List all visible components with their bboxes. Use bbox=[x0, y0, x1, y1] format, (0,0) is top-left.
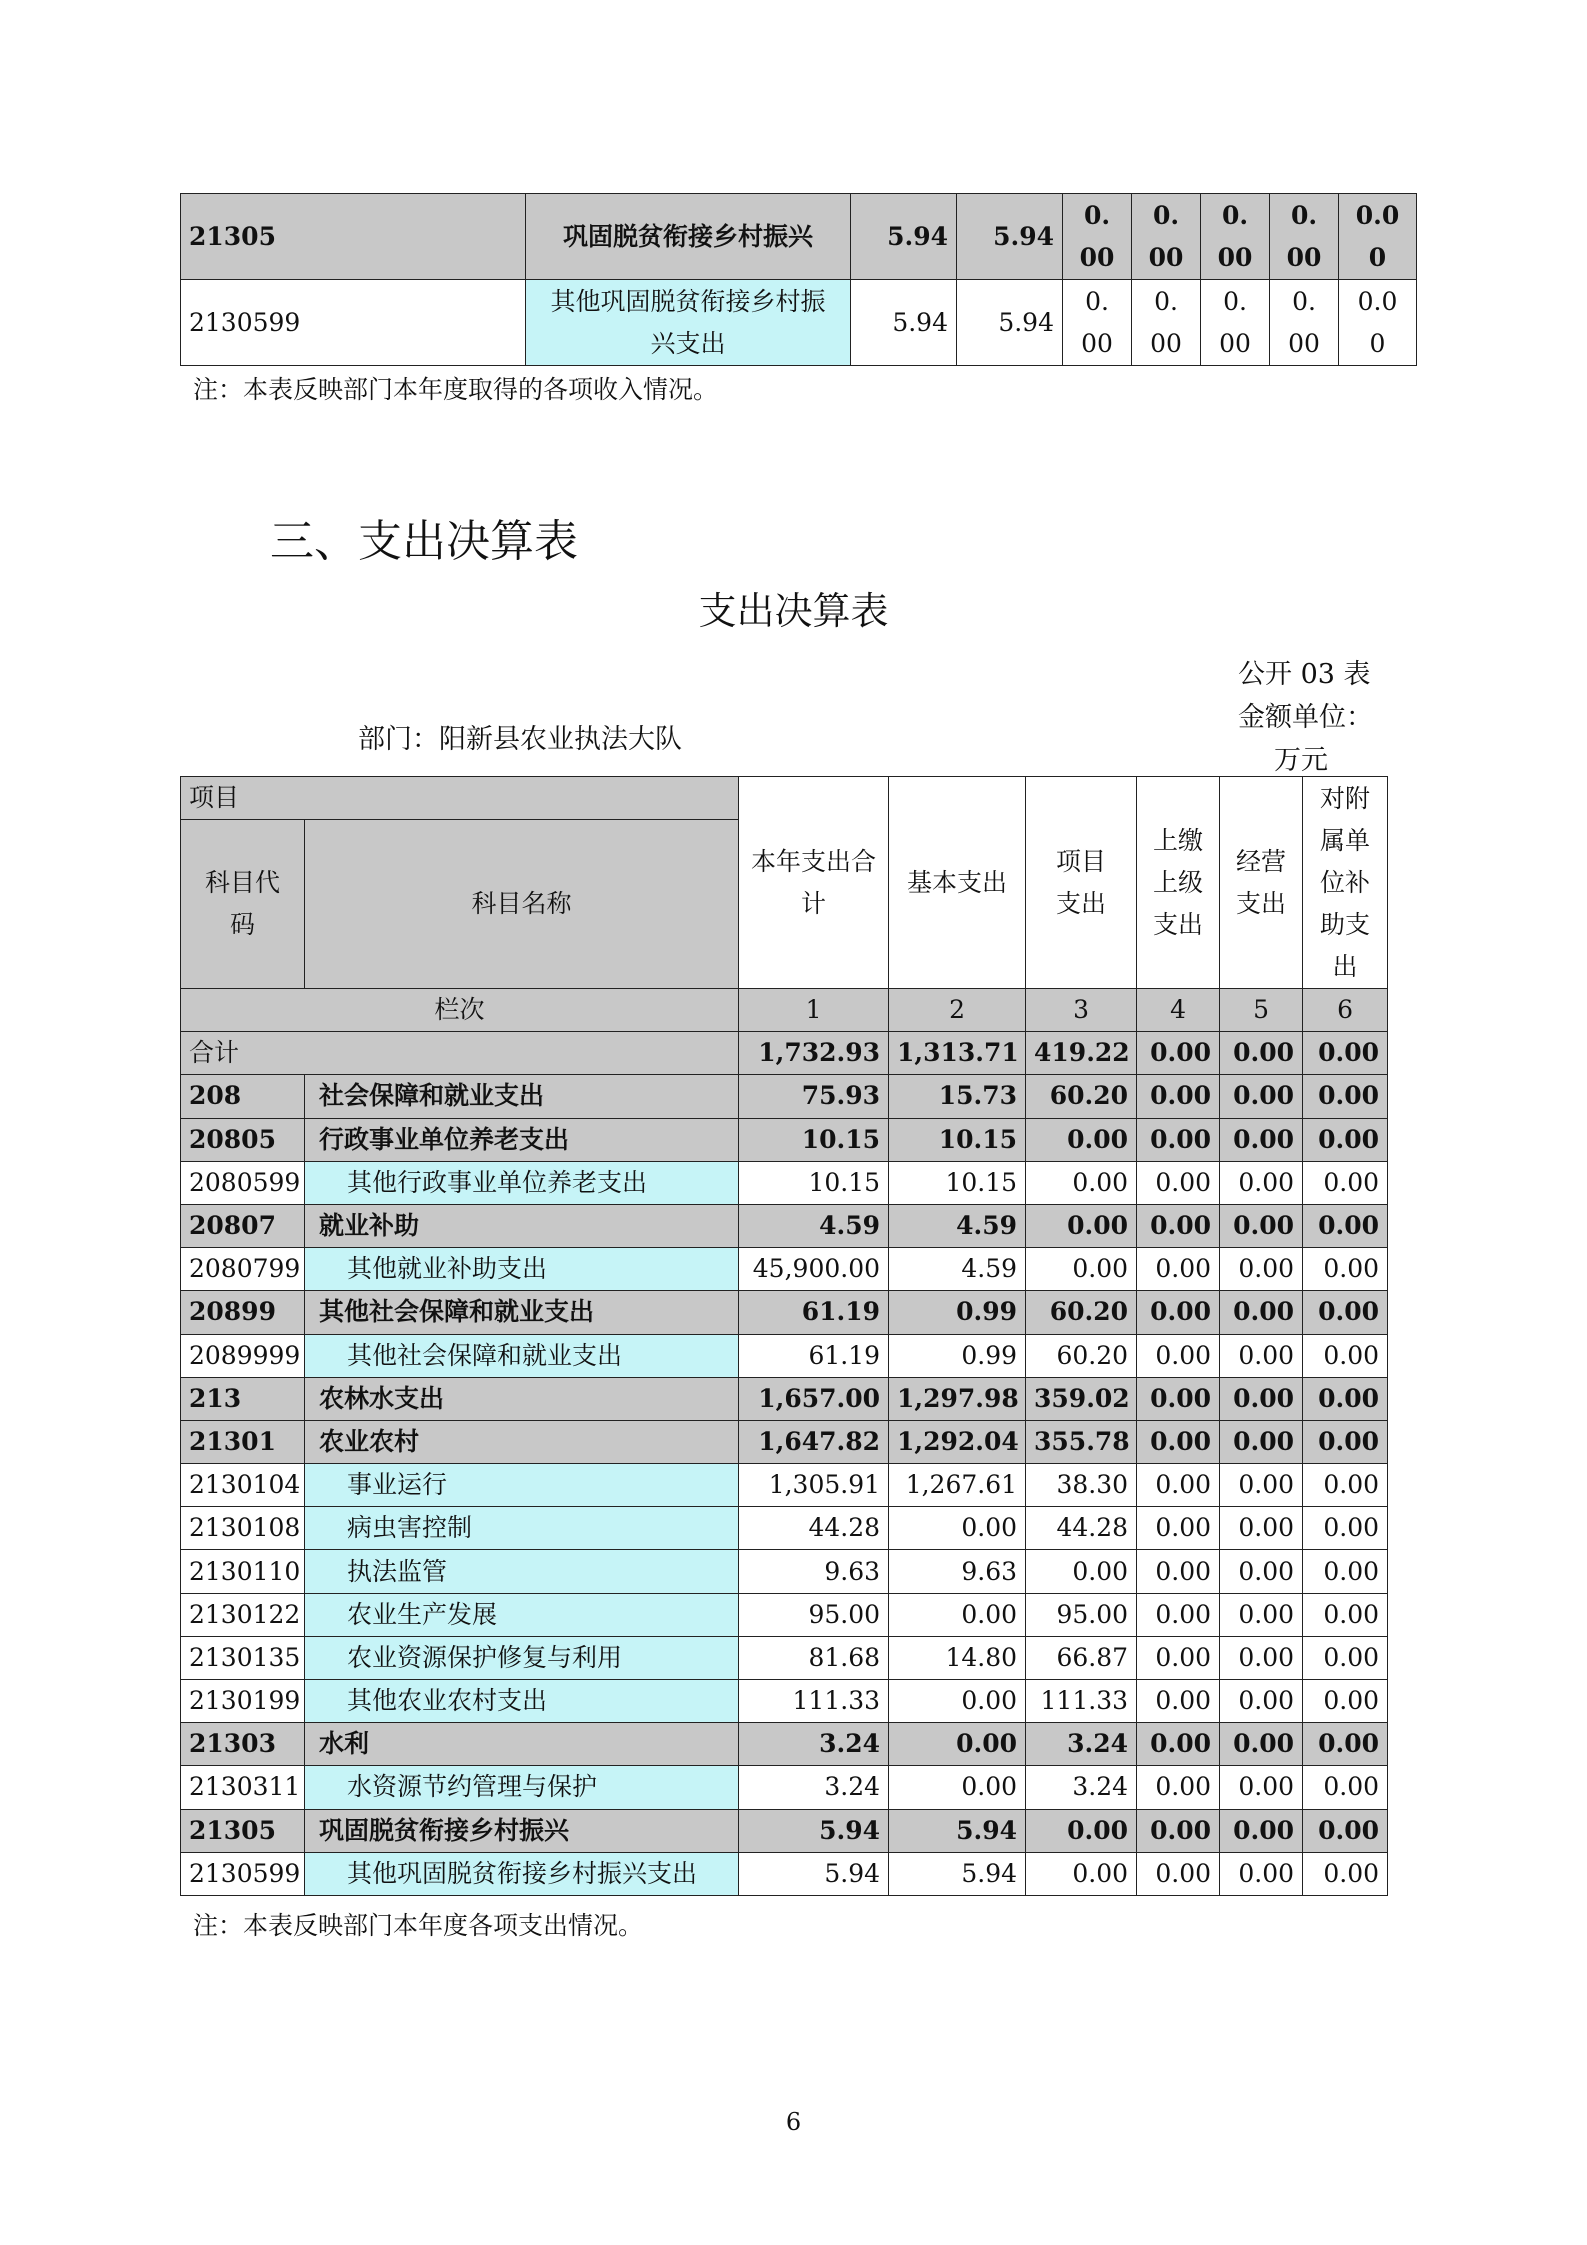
row-upper: 0.00 bbox=[1137, 1723, 1220, 1766]
row-project: 3.24 bbox=[1026, 1766, 1137, 1809]
table-row bbox=[181, 1291, 1388, 1334]
row-upper: 0.00 bbox=[1137, 1334, 1220, 1377]
row-code: 2130599 bbox=[181, 1852, 305, 1895]
table-row bbox=[181, 1420, 1388, 1463]
total-business: 0.00 bbox=[1220, 1032, 1303, 1075]
row-project: 359.02 bbox=[1026, 1377, 1137, 1420]
row-project: 38.30 bbox=[1026, 1464, 1137, 1507]
row-upper: 0.00 bbox=[1137, 1248, 1220, 1291]
row-subsidy: 0.00 bbox=[1303, 1377, 1388, 1420]
row-subsidy: 0.00 bbox=[1303, 1420, 1388, 1463]
row-code: 213 bbox=[181, 1377, 305, 1420]
row-fiscal: 5.94 bbox=[957, 280, 1063, 366]
row-c6: 0. 00 bbox=[1270, 280, 1339, 366]
column-number: 6 bbox=[1303, 989, 1388, 1032]
row-business: 0.00 bbox=[1220, 1507, 1303, 1550]
expenditure-table bbox=[180, 776, 1388, 1896]
table-row bbox=[181, 1204, 1388, 1247]
row-code: 2130199 bbox=[181, 1680, 305, 1723]
row-business: 0.00 bbox=[1220, 1248, 1303, 1291]
row-name: 农业资源保护修复与利用 bbox=[305, 1636, 739, 1679]
row-project: 66.87 bbox=[1026, 1636, 1137, 1679]
row-total: 4.59 bbox=[739, 1204, 889, 1247]
header-project: 项目支出 bbox=[1026, 777, 1137, 989]
row-code: 2130599 bbox=[181, 280, 526, 366]
row-total: 5.94 bbox=[851, 280, 957, 366]
row-subsidy: 0.00 bbox=[1303, 1507, 1388, 1550]
row-project: 60.20 bbox=[1026, 1075, 1137, 1118]
table-row bbox=[181, 1334, 1388, 1377]
table-row bbox=[181, 1507, 1388, 1550]
row-subsidy: 0.00 bbox=[1303, 1723, 1388, 1766]
row-subsidy: 0.00 bbox=[1303, 1161, 1388, 1204]
row-basic: 5.94 bbox=[889, 1852, 1026, 1895]
row-name: 其他就业补助支出 bbox=[305, 1248, 739, 1291]
row-project: 0.00 bbox=[1026, 1248, 1137, 1291]
row-upper: 0.00 bbox=[1137, 1636, 1220, 1679]
row-basic: 5.94 bbox=[889, 1809, 1026, 1852]
table-row bbox=[181, 1550, 1388, 1593]
row-upper: 0.00 bbox=[1137, 1464, 1220, 1507]
table-row bbox=[181, 1593, 1388, 1636]
row-c7: 0.0 0 bbox=[1339, 194, 1417, 280]
row-code: 2130135 bbox=[181, 1636, 305, 1679]
row-upper: 0.00 bbox=[1137, 1550, 1220, 1593]
row-code: 2080599 bbox=[181, 1161, 305, 1204]
table-row bbox=[181, 1852, 1388, 1895]
row-code: 21301 bbox=[181, 1420, 305, 1463]
table-row bbox=[181, 1464, 1388, 1507]
row-total: 45,900.00 bbox=[739, 1248, 889, 1291]
header-basic: 基本支出 bbox=[889, 777, 1026, 989]
row-project: 60.20 bbox=[1026, 1291, 1137, 1334]
row-total: 61.19 bbox=[739, 1334, 889, 1377]
row-code: 21305 bbox=[181, 1809, 305, 1852]
row-total: 3.24 bbox=[739, 1766, 889, 1809]
row-code: 20899 bbox=[181, 1291, 305, 1334]
row-code: 20805 bbox=[181, 1118, 305, 1161]
row-basic: 10.15 bbox=[889, 1161, 1026, 1204]
row-project: 3.24 bbox=[1026, 1723, 1137, 1766]
row-total: 3.24 bbox=[739, 1723, 889, 1766]
row-total: 9.63 bbox=[739, 1550, 889, 1593]
row-upper: 0.00 bbox=[1137, 1852, 1220, 1895]
row-upper: 0.00 bbox=[1137, 1420, 1220, 1463]
row-name: 农林水支出 bbox=[305, 1377, 739, 1420]
unit-value: 万元 bbox=[1274, 745, 1328, 776]
row-total: 10.15 bbox=[739, 1161, 889, 1204]
table-title: 支出决算表 bbox=[698, 589, 889, 633]
row-name: 农业生产发展 bbox=[305, 1593, 739, 1636]
column-number: 2 bbox=[889, 989, 1026, 1032]
row-subsidy: 0.00 bbox=[1303, 1291, 1388, 1334]
header-column-order: 栏次 bbox=[181, 989, 739, 1032]
row-upper: 0.00 bbox=[1137, 1766, 1220, 1809]
table-row bbox=[181, 1766, 1388, 1809]
row-name: 其他社会保障和就业支出 bbox=[305, 1291, 739, 1334]
page-number: 6 bbox=[785, 2108, 802, 2136]
table-row bbox=[181, 280, 1417, 366]
row-code: 2080799 bbox=[181, 1248, 305, 1291]
income-table-body bbox=[181, 194, 1417, 366]
row-project: 0.00 bbox=[1026, 1852, 1137, 1895]
row-upper: 0.00 bbox=[1137, 1118, 1220, 1161]
row-business: 0.00 bbox=[1220, 1593, 1303, 1636]
row-name: 行政事业单位养老支出 bbox=[305, 1118, 739, 1161]
row-upper: 0.00 bbox=[1137, 1680, 1220, 1723]
row-name: 巩固脱贫衔接乡村振兴 bbox=[526, 194, 851, 280]
row-business: 0.00 bbox=[1220, 1118, 1303, 1161]
row-basic: 1,292.04 bbox=[889, 1420, 1026, 1463]
row-business: 0.00 bbox=[1220, 1550, 1303, 1593]
row-basic: 0.00 bbox=[889, 1723, 1026, 1766]
row-name: 水利 bbox=[305, 1723, 739, 1766]
department-label: 部门：阳新县农业执法大队 bbox=[358, 724, 682, 755]
section-heading: 三、支出决算表 bbox=[270, 516, 578, 567]
row-total: 1,647.82 bbox=[739, 1420, 889, 1463]
row-business: 0.00 bbox=[1220, 1075, 1303, 1118]
table-row bbox=[181, 1636, 1388, 1679]
row-name: 其他行政事业单位养老支出 bbox=[305, 1161, 739, 1204]
row-project: 0.00 bbox=[1026, 1204, 1137, 1247]
row-code: 2130311 bbox=[181, 1766, 305, 1809]
row-project: 44.28 bbox=[1026, 1507, 1137, 1550]
row-upper: 0.00 bbox=[1137, 1204, 1220, 1247]
row-c6: 0. 00 bbox=[1270, 194, 1339, 280]
row-project: 0.00 bbox=[1026, 1550, 1137, 1593]
row-c3: 0. 00 bbox=[1063, 194, 1132, 280]
row-total: 5.94 bbox=[739, 1852, 889, 1895]
row-total: 111.33 bbox=[739, 1680, 889, 1723]
income-table-tail bbox=[180, 193, 1417, 366]
table-row bbox=[181, 194, 1417, 280]
row-basic: 9.63 bbox=[889, 1550, 1026, 1593]
row-total: 5.94 bbox=[851, 194, 957, 280]
row-business: 0.00 bbox=[1220, 1464, 1303, 1507]
row-total: 61.19 bbox=[739, 1291, 889, 1334]
row-total: 95.00 bbox=[739, 1593, 889, 1636]
row-subsidy: 0.00 bbox=[1303, 1852, 1388, 1895]
row-upper: 0.00 bbox=[1137, 1291, 1220, 1334]
row-c3: 0. 00 bbox=[1063, 280, 1132, 366]
row-project: 95.00 bbox=[1026, 1593, 1137, 1636]
row-subsidy: 0.00 bbox=[1303, 1809, 1388, 1852]
row-c5: 0. 00 bbox=[1201, 280, 1270, 366]
row-subsidy: 0.00 bbox=[1303, 1464, 1388, 1507]
column-number: 5 bbox=[1220, 989, 1303, 1032]
row-code: 2130110 bbox=[181, 1550, 305, 1593]
row-subsidy: 0.00 bbox=[1303, 1636, 1388, 1679]
row-total: 1,657.00 bbox=[739, 1377, 889, 1420]
row-business: 0.00 bbox=[1220, 1291, 1303, 1334]
row-subsidy: 0.00 bbox=[1303, 1204, 1388, 1247]
row-subsidy: 0.00 bbox=[1303, 1248, 1388, 1291]
row-subsidy: 0.00 bbox=[1303, 1334, 1388, 1377]
row-subsidy: 0.00 bbox=[1303, 1550, 1388, 1593]
row-total: 5.94 bbox=[739, 1809, 889, 1852]
row-name: 执法监管 bbox=[305, 1550, 739, 1593]
row-name: 农业农村 bbox=[305, 1420, 739, 1463]
row-subsidy: 0.00 bbox=[1303, 1075, 1388, 1118]
row-basic: 4.59 bbox=[889, 1248, 1026, 1291]
row-name: 巩固脱贫衔接乡村振兴 bbox=[305, 1809, 739, 1852]
row-business: 0.00 bbox=[1220, 1161, 1303, 1204]
header-item: 项目 bbox=[181, 777, 739, 820]
row-code: 2130108 bbox=[181, 1507, 305, 1550]
row-total: 75.93 bbox=[739, 1075, 889, 1118]
table-row bbox=[181, 1161, 1388, 1204]
table-row bbox=[181, 1118, 1388, 1161]
column-number-row bbox=[181, 989, 1388, 1032]
row-total: 81.68 bbox=[739, 1636, 889, 1679]
row-project: 0.00 bbox=[1026, 1161, 1137, 1204]
row-c7: 0.0 0 bbox=[1339, 280, 1417, 366]
row-upper: 0.00 bbox=[1137, 1809, 1220, 1852]
table-row bbox=[181, 1809, 1388, 1852]
row-business: 0.00 bbox=[1220, 1680, 1303, 1723]
row-business: 0.00 bbox=[1220, 1420, 1303, 1463]
unit-label: 金额单位： bbox=[1238, 702, 1373, 733]
row-subsidy: 0.00 bbox=[1303, 1766, 1388, 1809]
row-business: 0.00 bbox=[1220, 1809, 1303, 1852]
row-business: 0.00 bbox=[1220, 1636, 1303, 1679]
row-project: 0.00 bbox=[1026, 1809, 1137, 1852]
row-subsidy: 0.00 bbox=[1303, 1118, 1388, 1161]
header-code: 科目代码 bbox=[181, 820, 305, 989]
total-total: 1,732.93 bbox=[739, 1032, 889, 1075]
row-business: 0.00 bbox=[1220, 1377, 1303, 1420]
header-total: 本年支出合计 bbox=[739, 777, 889, 989]
total-label: 合计 bbox=[181, 1032, 739, 1075]
row-subsidy: 0.00 bbox=[1303, 1680, 1388, 1723]
row-project: 111.33 bbox=[1026, 1680, 1137, 1723]
header-name: 科目名称 bbox=[305, 820, 739, 989]
row-upper: 0.00 bbox=[1137, 1507, 1220, 1550]
row-name: 其他巩固脱贫衔接乡村振兴支出 bbox=[305, 1852, 739, 1895]
row-basic: 0.00 bbox=[889, 1680, 1026, 1723]
table-row bbox=[181, 1248, 1388, 1291]
row-basic: 1,267.61 bbox=[889, 1464, 1026, 1507]
table-row bbox=[181, 1377, 1388, 1420]
income-table-note: 注：本表反映部门本年度取得的各项收入情况。 bbox=[193, 375, 719, 404]
table-row bbox=[181, 1723, 1388, 1766]
column-number: 3 bbox=[1026, 989, 1137, 1032]
row-basic: 14.80 bbox=[889, 1636, 1026, 1679]
total-subsidy: 0.00 bbox=[1303, 1032, 1388, 1075]
row-total: 44.28 bbox=[739, 1507, 889, 1550]
row-basic: 0.00 bbox=[889, 1593, 1026, 1636]
expenditure-table-note: 注：本表反映部门本年度各项支出情况。 bbox=[193, 1911, 644, 1940]
row-business: 0.00 bbox=[1220, 1766, 1303, 1809]
form-number: 公开 03 表 bbox=[1238, 659, 1371, 690]
table-row bbox=[181, 1075, 1388, 1118]
total-basic: 1,313.71 bbox=[889, 1032, 1026, 1075]
header-business: 经营支出 bbox=[1220, 777, 1303, 989]
row-name: 其他农业农村支出 bbox=[305, 1680, 739, 1723]
table-row bbox=[181, 1680, 1388, 1723]
row-name: 就业补助 bbox=[305, 1204, 739, 1247]
row-business: 0.00 bbox=[1220, 1204, 1303, 1247]
row-c5: 0. 00 bbox=[1201, 194, 1270, 280]
row-code: 2130104 bbox=[181, 1464, 305, 1507]
expenditure-table-body bbox=[181, 1032, 1388, 1896]
row-upper: 0.00 bbox=[1137, 1161, 1220, 1204]
total-project: 419.22 bbox=[1026, 1032, 1137, 1075]
row-basic: 4.59 bbox=[889, 1204, 1026, 1247]
header-upper: 上缴上级支出 bbox=[1137, 777, 1220, 989]
row-total: 1,305.91 bbox=[739, 1464, 889, 1507]
total-upper: 0.00 bbox=[1137, 1032, 1220, 1075]
row-c4: 0. 00 bbox=[1132, 194, 1201, 280]
row-business: 0.00 bbox=[1220, 1723, 1303, 1766]
row-business: 0.00 bbox=[1220, 1334, 1303, 1377]
row-upper: 0.00 bbox=[1137, 1593, 1220, 1636]
column-number: 1 bbox=[739, 989, 889, 1032]
row-name: 水资源节约管理与保护 bbox=[305, 1766, 739, 1809]
row-name: 其他巩固脱贫衔接乡村振兴支出 bbox=[526, 280, 851, 366]
row-upper: 0.00 bbox=[1137, 1075, 1220, 1118]
row-subsidy: 0.00 bbox=[1303, 1593, 1388, 1636]
row-basic: 1,297.98 bbox=[889, 1377, 1026, 1420]
row-upper: 0.00 bbox=[1137, 1377, 1220, 1420]
row-code: 20807 bbox=[181, 1204, 305, 1247]
expenditure-table-header bbox=[181, 777, 1388, 1032]
row-c4: 0. 00 bbox=[1132, 280, 1201, 366]
header-subsidy: 对附属单位补助支出 bbox=[1303, 777, 1388, 989]
row-basic: 0.00 bbox=[889, 1766, 1026, 1809]
row-project: 0.00 bbox=[1026, 1118, 1137, 1161]
row-basic: 15.73 bbox=[889, 1075, 1026, 1118]
row-basic: 0.00 bbox=[889, 1507, 1026, 1550]
row-code: 2089999 bbox=[181, 1334, 305, 1377]
row-fiscal: 5.94 bbox=[957, 194, 1063, 280]
row-basic: 0.99 bbox=[889, 1291, 1026, 1334]
row-name: 事业运行 bbox=[305, 1464, 739, 1507]
row-name: 病虫害控制 bbox=[305, 1507, 739, 1550]
row-total: 10.15 bbox=[739, 1118, 889, 1161]
row-name: 社会保障和就业支出 bbox=[305, 1075, 739, 1118]
row-code: 208 bbox=[181, 1075, 305, 1118]
row-project: 60.20 bbox=[1026, 1334, 1137, 1377]
row-code: 21303 bbox=[181, 1723, 305, 1766]
row-basic: 0.99 bbox=[889, 1334, 1026, 1377]
column-number: 4 bbox=[1137, 989, 1220, 1032]
row-code: 2130122 bbox=[181, 1593, 305, 1636]
row-project: 355.78 bbox=[1026, 1420, 1137, 1463]
row-basic: 10.15 bbox=[889, 1118, 1026, 1161]
row-business: 0.00 bbox=[1220, 1852, 1303, 1895]
row-name: 其他社会保障和就业支出 bbox=[305, 1334, 739, 1377]
row-code: 21305 bbox=[181, 194, 526, 280]
total-row bbox=[181, 1032, 1388, 1075]
